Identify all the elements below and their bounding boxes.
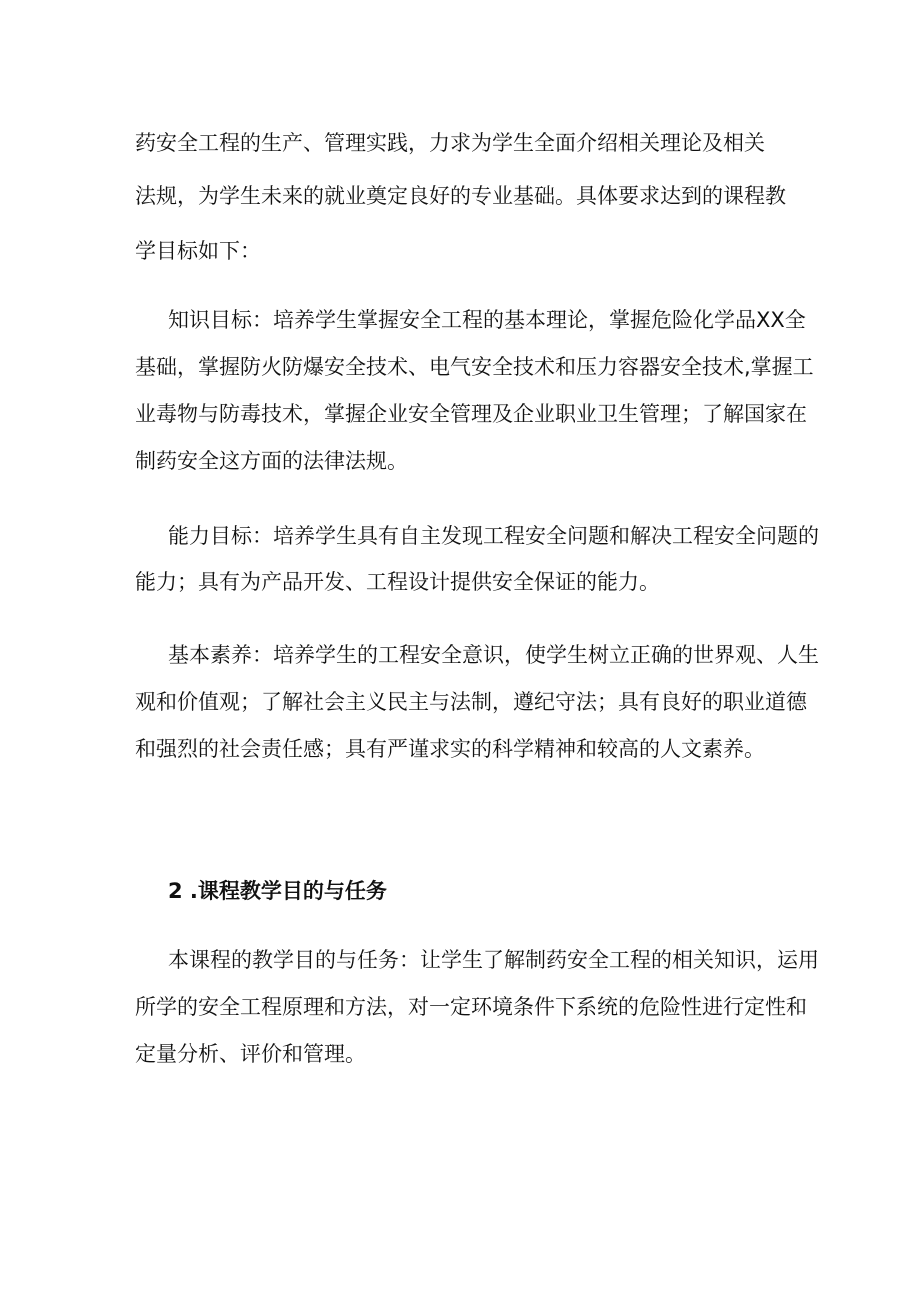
section2-line-2: 所学的安全工程原理和方法，对一定环境条件下系统的危险性进行定性和 [135, 995, 807, 1019]
knowledge-goal-line-4: 制药安全这方面的法律法规。 [135, 449, 408, 473]
basic-quality-line-3: 和强烈的社会责任感；具有严谨求实的科学精神和较高的人文素养。 [135, 737, 765, 761]
section-heading: 2 .课程教学目的与任务 [168, 879, 387, 903]
intro-line-2: 法规，为学生未来的就业奠定良好的专业基础。具体要求达到的课程教 [135, 184, 786, 208]
ability-goal-line-1: 能力目标：培养学生具有自主发现工程安全问题和解决工程安全问题的 [168, 524, 819, 548]
basic-quality-line-2: 观和价值观；了解社会主义民主与法制，遵纪守法；具有良好的职业道德 [135, 690, 807, 714]
knowledge-goal-line-1: 知识目标：培养学生掌握安全工程的基本理论，掌握危险化学品XX全 [168, 308, 806, 332]
knowledge-goal-line-2: 基础，掌握防火防爆安全技术、电气安全技术和压力容器安全技术,掌握工 [135, 355, 814, 379]
ability-goal-line-2: 能力；具有为产品开发、工程设计提供安全保证的能力。 [135, 570, 660, 594]
section2-line-1: 本课程的教学目的与任务：让学生了解制药安全工程的相关知识，运用 [168, 948, 819, 972]
section2-line-3: 定量分析、评价和管理。 [135, 1042, 366, 1066]
intro-line-3: 学目标如下： [135, 239, 261, 263]
basic-quality-line-1: 基本素养：培养学生的工程安全意识，使学生树立正确的世界观、人生 [168, 643, 819, 667]
intro-line-1: 药安全工程的生产、管理实践，力求为学生全面介绍相关理论及相关 [135, 131, 765, 155]
knowledge-goal-line-3: 业毒物与防毒技术，掌握企业安全管理及企业职业卫生管理；了解国家在 [135, 402, 807, 426]
